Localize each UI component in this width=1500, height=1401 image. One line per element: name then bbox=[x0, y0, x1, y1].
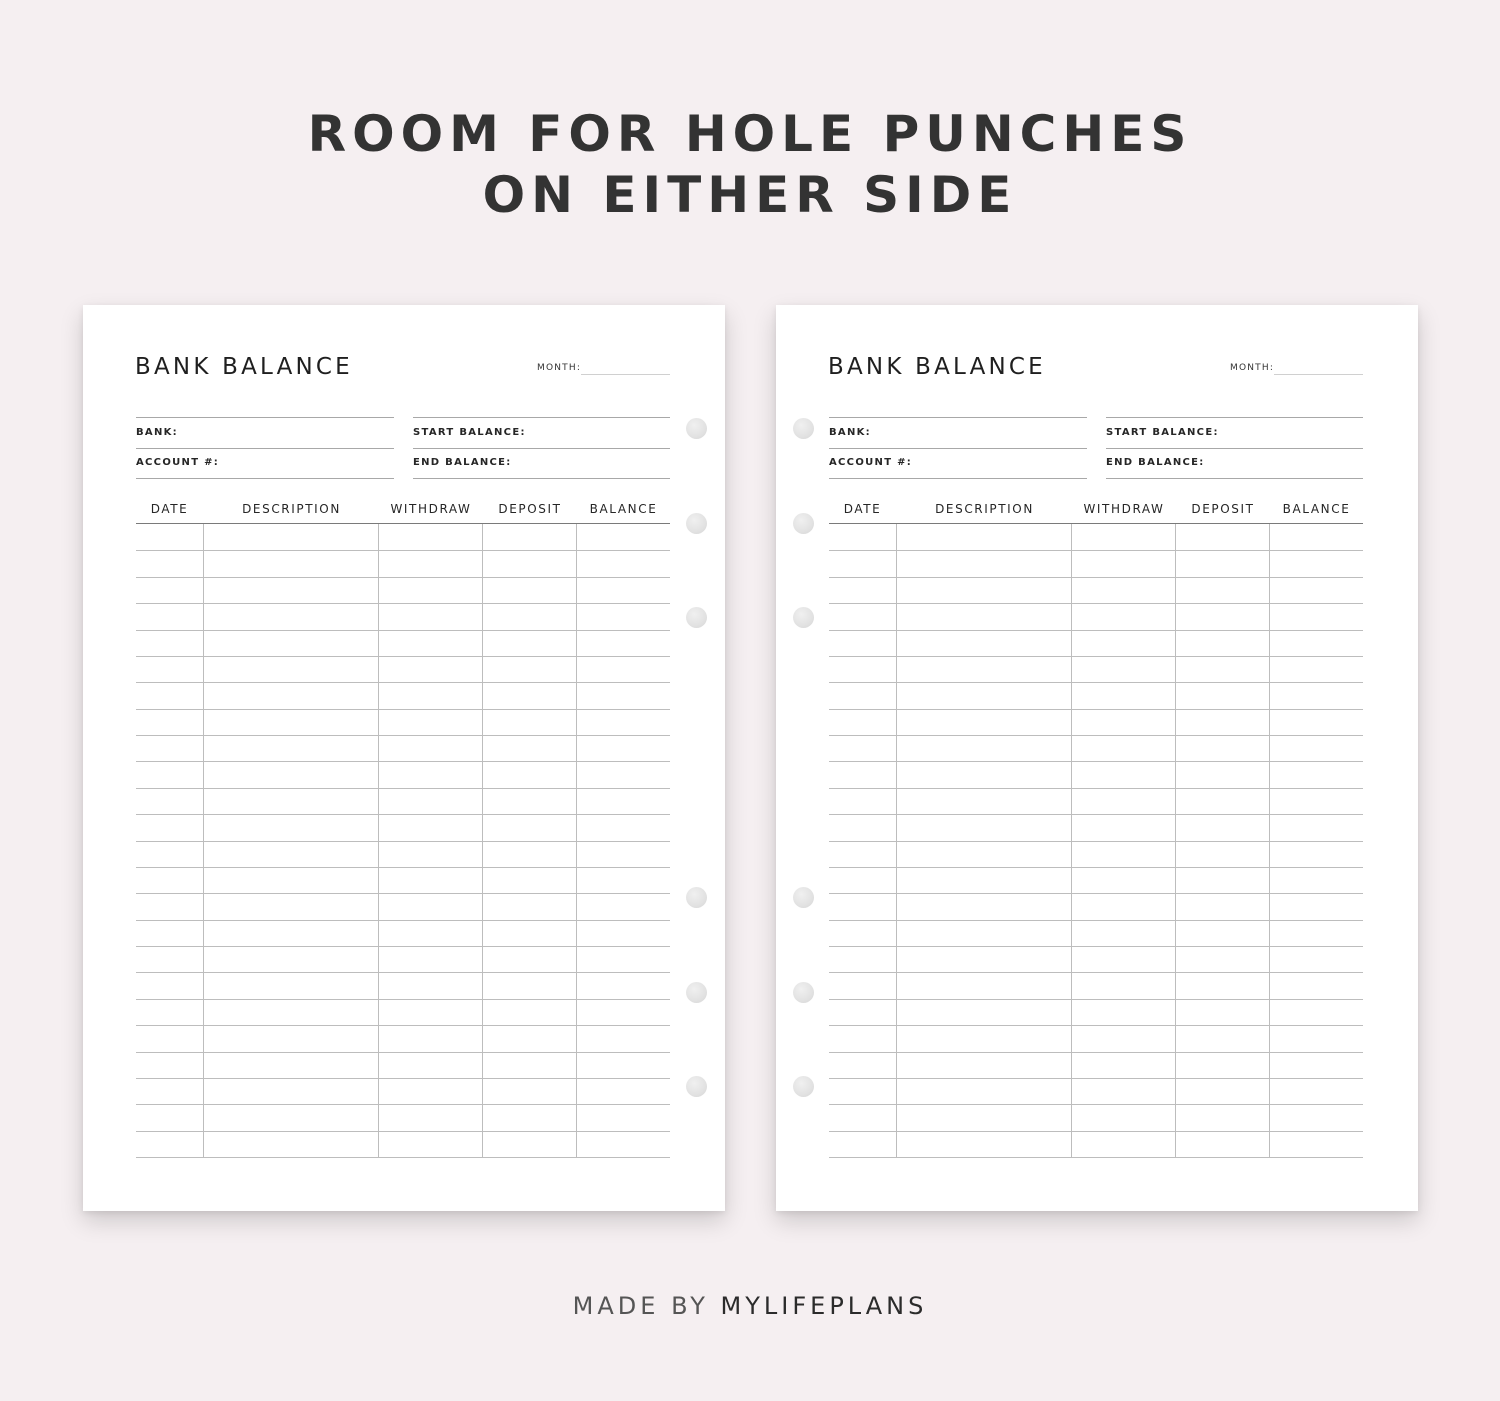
table-row-line bbox=[136, 972, 670, 973]
table-row-line bbox=[136, 577, 670, 578]
table-row-line bbox=[829, 761, 1363, 762]
field-line bbox=[413, 417, 670, 418]
table-row-line bbox=[829, 1078, 1363, 1079]
hole-punch-icon bbox=[793, 607, 814, 628]
table-row-line bbox=[829, 1025, 1363, 1026]
field-line bbox=[136, 478, 394, 479]
table-row-line bbox=[829, 682, 1363, 683]
field-line bbox=[1106, 448, 1363, 449]
hole-punch-icon bbox=[686, 513, 707, 534]
account-label: ACCOUNT #: bbox=[136, 457, 220, 468]
month-line bbox=[1274, 374, 1363, 375]
hole-punch-icon bbox=[793, 982, 814, 1003]
start-balance-label: START BALANCE: bbox=[1106, 427, 1219, 438]
account-label: ACCOUNT #: bbox=[829, 457, 913, 468]
table-row-line bbox=[136, 1157, 670, 1158]
table-row-line bbox=[136, 550, 670, 551]
field-line bbox=[829, 448, 1087, 449]
end-balance-label: END BALANCE: bbox=[1106, 457, 1205, 468]
table-row-line bbox=[829, 577, 1363, 578]
table-row-line bbox=[829, 788, 1363, 789]
planner-page-left bbox=[83, 305, 725, 1211]
table-row-line bbox=[829, 1104, 1363, 1105]
field-line bbox=[413, 478, 670, 479]
table-row-line bbox=[136, 709, 670, 710]
col-header-date: DATE bbox=[843, 502, 882, 516]
hole-punch-icon bbox=[686, 1076, 707, 1097]
table-row-line bbox=[136, 946, 670, 947]
table-row-line bbox=[136, 630, 670, 631]
col-header-balance: BALANCE bbox=[589, 502, 658, 516]
table-row-line bbox=[136, 1025, 670, 1026]
col-header-withdraw: WITHDRAW bbox=[390, 502, 472, 516]
month-label: MONTH: bbox=[537, 363, 582, 373]
table-row-line bbox=[829, 1131, 1363, 1132]
credit-brand: MYLIFEPLANS bbox=[720, 1292, 928, 1320]
table-header-rule bbox=[136, 523, 670, 524]
col-header-date: DATE bbox=[150, 502, 189, 516]
table-row-line bbox=[136, 1131, 670, 1132]
table-row-line bbox=[136, 920, 670, 921]
table-row-line bbox=[136, 814, 670, 815]
hole-punch-icon bbox=[793, 887, 814, 908]
table-row-line bbox=[136, 841, 670, 842]
start-balance-label: START BALANCE: bbox=[413, 427, 526, 438]
hole-punch-icon bbox=[793, 1076, 814, 1097]
field-line bbox=[829, 417, 1087, 418]
field-line bbox=[136, 448, 394, 449]
col-header-withdraw: WITHDRAW bbox=[1083, 502, 1165, 516]
table-header-rule bbox=[829, 523, 1363, 524]
headline-line-1: ROOM FOR HOLE PUNCHES bbox=[307, 105, 1193, 163]
table-row-line bbox=[136, 999, 670, 1000]
field-line bbox=[829, 478, 1087, 479]
planner-page-right bbox=[776, 305, 1418, 1211]
table-row-line bbox=[829, 603, 1363, 604]
col-header-deposit: DEPOSIT bbox=[498, 502, 562, 516]
table-row-line bbox=[136, 867, 670, 868]
table-row-line bbox=[829, 841, 1363, 842]
table-row-line bbox=[829, 1157, 1363, 1158]
table-row-line bbox=[136, 603, 670, 604]
credit bbox=[0, 1292, 1500, 1320]
table-row-line bbox=[829, 709, 1363, 710]
table-row-line bbox=[136, 656, 670, 657]
table-row-line bbox=[136, 1078, 670, 1079]
field-line bbox=[1106, 478, 1363, 479]
table-row-line bbox=[829, 999, 1363, 1000]
end-balance-label: END BALANCE: bbox=[413, 457, 512, 468]
col-header-deposit: DEPOSIT bbox=[1191, 502, 1255, 516]
table-row-line bbox=[829, 972, 1363, 973]
field-line bbox=[1106, 417, 1363, 418]
table-row-line bbox=[136, 1104, 670, 1105]
table-row-line bbox=[829, 550, 1363, 551]
page-title: BANK BALANCE bbox=[828, 354, 1046, 380]
table-row-line bbox=[136, 761, 670, 762]
hole-punch-icon bbox=[793, 418, 814, 439]
hole-punch-icon bbox=[793, 513, 814, 534]
col-header-balance: BALANCE bbox=[1282, 502, 1351, 516]
table-row-line bbox=[829, 946, 1363, 947]
hole-punch-icon bbox=[686, 982, 707, 1003]
col-header-description: DESCRIPTION bbox=[935, 502, 1034, 516]
table-row-line bbox=[136, 682, 670, 683]
hole-punch-icon bbox=[686, 418, 707, 439]
table-row-line bbox=[136, 788, 670, 789]
month-line bbox=[581, 374, 670, 375]
table-row-line bbox=[829, 920, 1363, 921]
headline-line-2: ON EITHER SIDE bbox=[482, 166, 1018, 224]
col-header-description: DESCRIPTION bbox=[242, 502, 341, 516]
hole-punch-icon bbox=[686, 607, 707, 628]
table-row-line bbox=[829, 893, 1363, 894]
page-title: BANK BALANCE bbox=[135, 354, 353, 380]
credit-prefix: MADE BY bbox=[572, 1292, 709, 1320]
month-label: MONTH: bbox=[1230, 363, 1275, 373]
bank-label: BANK: bbox=[829, 427, 871, 438]
headline bbox=[0, 104, 1500, 226]
bank-label: BANK: bbox=[136, 427, 178, 438]
field-line bbox=[136, 417, 394, 418]
table-row-line bbox=[136, 735, 670, 736]
hole-punch-icon bbox=[686, 887, 707, 908]
table-row-line bbox=[829, 656, 1363, 657]
table-row-line bbox=[136, 1052, 670, 1053]
table-row-line bbox=[829, 867, 1363, 868]
table-row-line bbox=[829, 735, 1363, 736]
table-row-line bbox=[829, 814, 1363, 815]
table-row-line bbox=[136, 893, 670, 894]
table-row-line bbox=[829, 1052, 1363, 1053]
field-line bbox=[413, 448, 670, 449]
table-row-line bbox=[829, 630, 1363, 631]
